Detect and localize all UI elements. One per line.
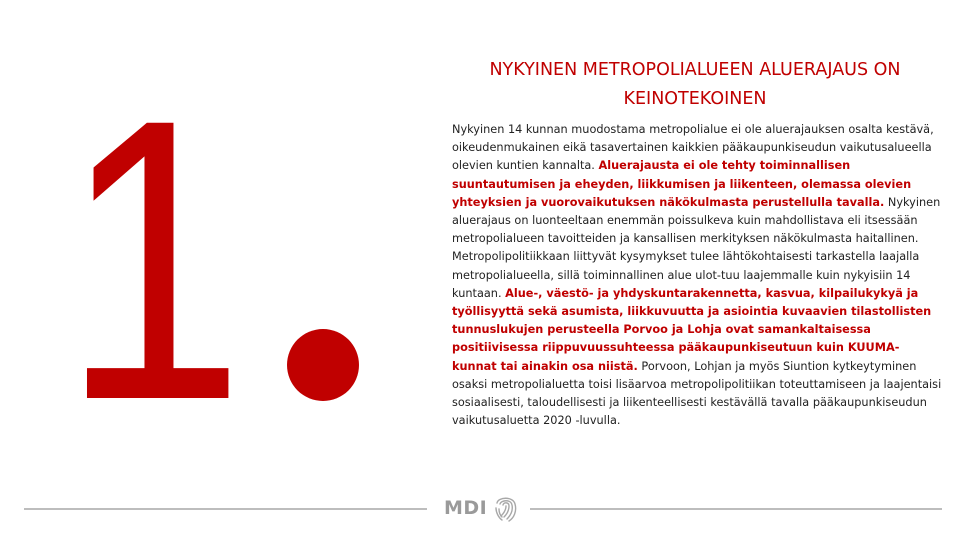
body-text-segment: Nykyinen aluerajaus on luonteeltaan enemmän poissulkeva kuin mahdollistava eli itsessään metropolialueen tavoitteiden ja kansallisen merkityksen näkökulmasta haitallinen. Metropolipolitiikkaan liittyvät kysymykset tulee lähtökohtaisesti tarkastella laajalla metropolialueella, sillä toiminnallinen alue ulot-tuu laajemmalle kuin nykyisiin 14 kuntaan.: [452, 195, 941, 300]
slide-title: NYKYINEN METROPOLIALUEEN ALUERAJAUS ON KEINOTEKOINEN: [489, 60, 901, 109]
body-paragraph: [452, 121, 942, 430]
slide-number-dot: [287, 329, 359, 401]
body-highlight-segment: Aluerajausta ei ole tehty toiminnallisen suuntautumisen ja eheyden, liikkumisen ja liikenteen, olemassa olevien yhteyksien ja vuorovaikutuksen näkökulmasta perustellulla tavalla.: [452, 159, 912, 209]
slide-number: 1: [62, 36, 245, 483]
body-highlight-segment: Alue-, väestö- ja yhdyskuntarakennetta, kasvua, kilpailukykyä ja työllisyyttä sekä asumista, liikkuvuutta ja asiointia kuvaavien tilastollisten tunnuslukujen perusteella Porvoo ja Lohja ovat samankaltaisessa positiivisessa riippuvuussuhteessa pääkaupunkiseutuun kuin KUUMA-kunnat tai ainakin osa niistä.: [452, 286, 932, 373]
body-text-segment: Porvoon, Lohjan ja myös Siuntion kytkeytyminen osaksi metropolialuetta toisi lisäarvoa metropolipolitiikan toteuttamiseen ja laajentaisi sosiaalisesti, taloudellisesti ja liikenteellisesti kestävällä tavalla pääkaupunkiseudun vaikutusaluetta 2020 -luvulla.: [452, 359, 942, 428]
logo-text: MDI: [444, 497, 488, 519]
body-text-segment: Nykyinen 14 kunnan muodostama metropolialue ei ole aluerajauksen osalta kestävä, oikeudenmukainen eikä tasavertainen kaikkien pääkaupunkiseudun vaikutusalueella olevien kuntien kannalta.: [452, 123, 934, 173]
footer-divider-right: [530, 508, 942, 510]
footer-divider-left: [24, 508, 427, 510]
mdi-logo: [444, 492, 519, 524]
fingerprint-icon: [493, 493, 519, 523]
